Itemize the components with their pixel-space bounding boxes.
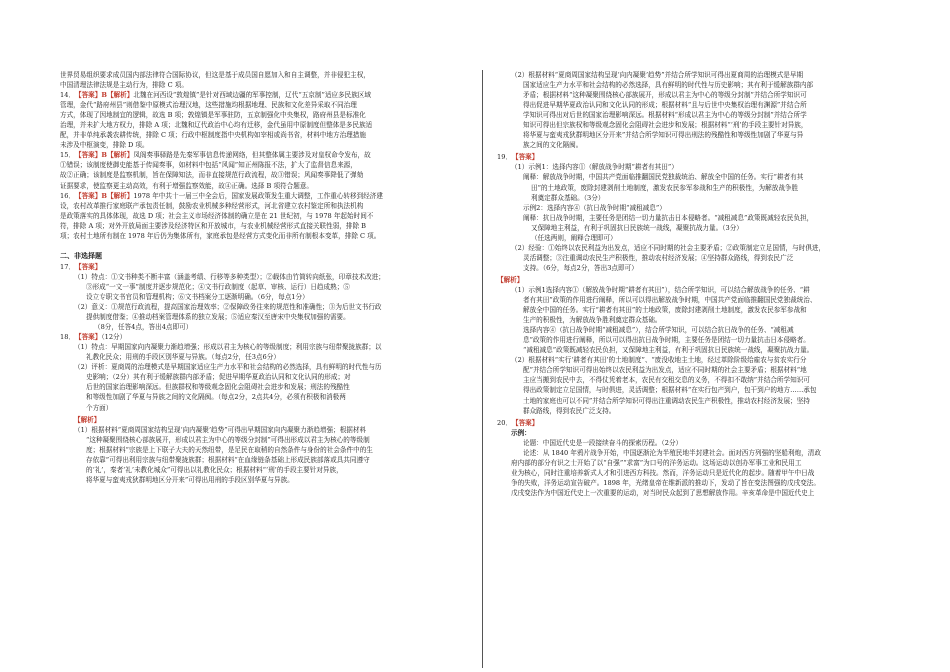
analysis-line: 群众路线，得到农民广泛支持。 <box>523 406 616 415</box>
answer-line: （1）示例1：选择内容①（解放战争时期“耕者有其田”） <box>511 163 678 172</box>
answer-line: （任选两则，阐释合理即可） <box>531 233 617 242</box>
column-divider <box>482 70 483 668</box>
analysis-line: 得出政策制定立足国情，与时俱进，灵活调整；根据材料“在实行包产到户，包干到户的地方……承包 <box>523 386 817 395</box>
answer-label: 【答案】 <box>75 333 102 342</box>
answer-line: 阐释：解放战争时期，中国共产党面临推翻国民党独裁统治、解放全中国的任务。实行“耕者有其 <box>523 173 804 182</box>
answer-line: （2）意义：①规范行政流程，提高国家治理效率；②保障政务往来的规范性和准确性；③为后世文书行政 <box>74 303 382 312</box>
analysis-line: 的‘礼’，秦者‘礼’未教化城众”可得出以礼教化民众；根据材料“‘刑’的手段主要针对异族， <box>86 465 343 474</box>
answer-line: 史影响；（2分）其有利于缓解族群内部矛盾；促进早期华夏政治认同和文化认同的形成；对 <box>86 373 351 382</box>
answer-label: 【答案】 <box>512 418 539 427</box>
answer-line: 个方面） <box>86 403 113 412</box>
answer-label: 【答案】B <box>75 91 107 100</box>
question-number: 18． <box>60 333 75 342</box>
analysis-line: 解放全中国的任务。实行“耕者有其田”的土地政策，废除封建剥削土地制度，激发农民参军参战和 <box>523 306 807 315</box>
analysis-text: 北魏在河西设“敦煌镇”是针对西域边疆的军事控制，辽代“五京制”适应多民族区域 <box>133 91 371 100</box>
analysis-line: 息”政策的作用进行阐释，所以可以得出抗日战争时期，主要任务是团结一切力量抗击日本侵略者。 <box>523 336 810 345</box>
analysis-line: 项；农村土地所有制在 1978 年后仍为集体所有，家庭承包是经营方式变化而非所有制根本变革，排除 C 项。 <box>60 231 381 240</box>
answer-q19 <box>497 152 911 415</box>
analysis-label: 【解析】 <box>106 91 134 100</box>
answer-q15 <box>60 150 468 190</box>
analysis-line: 主应当搬到农民中去，不得仗凭着老本，农民有交租交息的义务，不得扣不敢纳”并结合所学知识可 <box>523 376 810 385</box>
example-label: 示例： <box>511 428 531 437</box>
answer-line: 灵活调整；③注重调动农民生产积极性，推动农村经济发展；④坚持群众路线，得到农民广泛 <box>523 253 794 262</box>
analysis-line: 配，并非单纯承袭农耕传统，排除 C 项；行政中枢制度指中央机构如宰相或尚书省，材料中地方治理措施 <box>60 131 366 140</box>
analysis-line: 证据要求，使监察更主动高效，有利于增强监察效能，故④正确。选择 B 项符合题意。 <box>60 181 314 190</box>
analysis-line: （2）根据材料“实行‘耕者有其田’的土地制度”、“废没收地主土地，经过革除阶级给雇农与贫农实行分 <box>511 356 807 365</box>
answer-line: 又保障地主利益，有利于巩固抗日民族统一战线，凝聚抗战力量。（3分） <box>531 223 743 232</box>
answer-line: （2）经验：①始终以农民利益为出发点，适应不同时期的社会主要矛盾；②政策制定立足国情，与时俱进， <box>511 243 826 252</box>
analysis-line: 设，农村改革推行家庭联产承包责任制，鼓励农业机械多种经营形式，河北省建立农村鉴定所和执法机构 <box>60 201 364 210</box>
analysis-line: 度；根据材料“宗族是上下联子大夫的天然纽带，是足民在取稍的自然条件与身份的社会条件中的生 <box>86 445 373 454</box>
question-number: 14． <box>60 91 75 100</box>
analysis-line: 学知识可得出对后世的国家治理影响深远。根据材料“形成以君主为中心的等级分封制”并结合所学 <box>523 111 807 120</box>
analysis-line: 选择内容④（抗日战争时期“减租减息”），结合所学知识，可以结合抗日战争的任务、“减租减 <box>523 326 794 335</box>
q18-analysis-continued <box>497 70 911 150</box>
analysis-label: 【解析】 <box>106 191 134 200</box>
analysis-line: （2）根据材料“夏商周国家结构呈现‘向内凝聚’趋势”并结合所学知识可得出夏商周的治理模式是早期 <box>511 71 804 79</box>
answer-q17 <box>60 262 468 332</box>
analysis-line: 土地的家庭也可以不同”并结合所学知识可得出注重调动农民生产积极性，推动农村经济发展；坚持 <box>523 396 810 405</box>
analysis-label: 【解析】 <box>74 415 101 424</box>
analysis-line: （1）示例1选择内容①（解放战争时期“耕者有其田”），结合所学知识，可以结合解放战争的任务、“耕 <box>511 285 810 294</box>
analysis-line: 存依靠”可得出利用宗族与纽带聚拢族群；根据材料“在血缘链条基础上形成民族部落或具共同遵守 <box>86 455 370 464</box>
answer-line: 礼教化民众；用刑的手段区别华夏与异族。（每点2分，任3点6分） <box>86 353 280 362</box>
answer-line: 提供制度借鉴；④推动档案管理体系的独立发展；⑤适应秦汉至唐宋中央集权加强的需要。 <box>86 313 350 322</box>
answer-line: 后世的国家治理影响深远。但族群权和等级观念固化会阻碍社会进步和发展；刑法的残酷性 <box>86 383 350 392</box>
question-number: 19． <box>497 153 512 162</box>
left-column <box>60 70 468 485</box>
analysis-line: 管理，金代“路府州县”则借鉴中原模式治理汉地，这些措施均根据地理、民族和文化差异采取不同治理 <box>60 101 357 110</box>
question-number: 20． <box>497 418 512 427</box>
analysis-line: ①错误；该制度使御史能基于传闻奏事，如材料中包括“风闻”知正州陈报不法，扩大了监督信息来源， <box>60 161 357 170</box>
answer-line: 利奠定群众基础。（3分） <box>531 193 605 202</box>
answer-line: 阐释：抗日战争时期，主要任务是团结一切力量抗击日本侵略者。“减租减息”政策既减轻农民负担， <box>523 213 814 222</box>
answer-label: 【答案】B <box>75 191 107 200</box>
analysis-line: 知识可得出但宗族权和等级观念固化会阻碍社会进步和发展；根据材料“‘刑’的手段主要针对异族， <box>523 121 808 130</box>
analysis-line: 矛盾；根据材料“这种凝聚围绕核心部族展开，形成以君主为中心的等级分封制”并结合所学知识可 <box>523 91 807 100</box>
answer-line: 设立专职文书官员和管理机构；⑥文书档案分工逐渐明确。（6分，每点1分） <box>86 292 309 301</box>
analysis-label: 【解析】 <box>106 151 134 160</box>
answer-line: 示例2：选择内容④（抗日战争时期“减租减息”） <box>523 203 666 212</box>
answer-label: 【答案】 <box>512 153 539 162</box>
analysis-line: 配”并结合所学知识可得出始终以农民利益为出发点，适应不同时期的社会主要矛盾；根据材料“地 <box>523 366 807 375</box>
analysis-text: 凤阁奏事驿路是先秦军事信息传递网络，但其整体属主要涉及对皇权命令发布，故 <box>133 151 371 160</box>
analysis-line: 是政策落实的具体体现，故选 D 项；社会主义市场经济体制的确立是在 21 世纪初，与 1978 年起始时间不 <box>60 211 374 220</box>
answer-line: 田”的土地政策，废除封建剥削土地制度，激发农民参军参战和生产的积极性，为解放战争胜 <box>531 183 799 192</box>
intro-line: 中国清理法律法规是主动行为，排除 C 项。 <box>60 81 188 90</box>
answer-label: 【答案】B <box>75 151 107 160</box>
answer-label: 【答案】 <box>75 262 102 271</box>
intro-line: 世界贸易组织要求成员国内部法律符合国际协议，但这是基于成员国自愿加入和自主调整，并非侵犯主权， <box>60 71 370 79</box>
analysis-text: 1978 年中共十一届三中全会后，国家发展政策发生重大调整，工作重心转移到经济建 <box>133 191 383 200</box>
analysis-line: “减租减息”政策既减轻农民负担，又保障地主利益，有利于巩固抗日民族统一战线，凝聚抗战力量。 <box>523 346 814 355</box>
answer-line: 论述：从 1840 年鸦片战争开始，中国逐渐沦为半殖民地半封建社会。面对西方列强的坚船利炮，清政 <box>523 448 821 457</box>
answer-line: ③形成“一文一事”制度并逐步规范化；④文书行政制度（起草、审核、运行）日趋成熟；⑤ <box>86 282 350 291</box>
answer-q18 <box>60 332 468 485</box>
analysis-line: 族之间的文化隔阂。 <box>523 141 583 150</box>
answer-q16 <box>60 191 468 241</box>
question-number: 15． <box>60 151 75 160</box>
question-number: 16． <box>60 191 75 200</box>
analysis-line: （1）根据材料“夏商周国家结构呈现‘向内凝聚’趋势”可得出早期国家向内凝聚力渐趋增强；根据材料 <box>74 425 367 434</box>
analysis-line: 故②正确；该制度是监察机制，旨在保障知法，而非直接规范行政流程，故③错误；风闻奏事降低了弹劾 <box>60 171 364 180</box>
analysis-label: 【解析】 <box>497 275 524 284</box>
analysis-line: 生产的积极性，为解放战争胜利奠定群众基础。 <box>523 316 662 325</box>
analysis-line: 将华夏与蛮夷戎狄群明地区分开来”可得出用刑的手段区别华夏与异族。 <box>86 475 294 484</box>
analysis-line: “这种凝聚围绕核心部族展开，形成以君主为中心的等级分封制”可得出形成以君主为核心的等级制 <box>86 435 370 444</box>
right-column <box>497 70 911 498</box>
analysis-line: 国家适应生产力水平和社会结构的必然选择，具有鲜明的时代性与历史影响；其有利于缓解族群内部 <box>523 81 814 90</box>
answer-line: （8分，任答4点，答出4点即可） <box>94 323 193 332</box>
answer-q14 <box>60 90 468 150</box>
answer-q20 <box>497 418 911 498</box>
answer-line: 和等级性加剧了华夏与异族之间的文化隔阂。（每点2分，2点共4分，必须有积极和消极两 <box>86 393 346 402</box>
analysis-line: 方式，体现了因地制宜的逻辑，故选 B 项；敦煌镇是军事驻防，五京制强化中央集权，路府州县是标准化 <box>60 111 366 120</box>
answer-line: 戊戌变法作为中国近代史上一次重要的运动，对当时民众起到了思想解放作用。辛亥革命是中国近代史上 <box>511 488 815 497</box>
answer-line: 支持。（6分，每点2分，答出3点即可） <box>523 263 638 272</box>
analysis-line: 治理，并未扩大地方权力，排除 A 项；北魏和辽代政治中心均有迁移，金代虽用中原制度但整体是多民族适 <box>60 121 373 130</box>
section-heading: 二、非选择题 <box>60 250 102 260</box>
answer-line: （1）特点：早期国家向内凝聚力渐趋增强；形成以君主为核心的等级制度；利用宗族与纽带聚拢族群；以 <box>74 343 382 352</box>
score-note: （12分） <box>101 333 127 342</box>
answer-line: 争的失败，洋务运动宣告破产。1898 年，光绪皇帝在维新派的推动下，发动了旨在变法图强的戊戌变法。 <box>511 478 820 487</box>
answer-line: 业为核心，同时注重培养新式人才和引进西方科技。然而，洋务运动只是近代化的起步。随着甲午中日战 <box>511 468 815 477</box>
analysis-line: 者有其田”政策的作用进行阐释，所以可以得出解放战争时期，中国共产党面临推翻国民党独裁统治、 <box>523 296 817 305</box>
analysis-line: 未涉及中枢演变，排除 D 项。 <box>60 141 149 150</box>
analysis-line: 得出促进早期华夏政治认同和文化认同的形成；根据材料“且与后世中央集权治理有渊源”并结合所 <box>523 101 807 110</box>
question-number: 17． <box>60 262 75 271</box>
analysis-line: 将华夏与蛮夷戎狄群明地区分开来”并结合所学知识可得出刑法的残酷性和等级性加剧了华夏与异 <box>523 131 804 140</box>
analysis-line: 符，排除 A 项；对外开放局面主要涉及经济特区和开放城市，与农业机械经营形式直接关联性弱，排除 B <box>60 221 367 230</box>
answer-line: 府内部的部分有识之士开始了以“自强”“求富”为口号的洋务运动。这场运动以创办军事工业和民用工 <box>511 458 802 467</box>
answer-line: （1）特点：①文书种类不断丰富（涵盖考绩、行移等多种类型）；②载体由竹简转向纸张，印章技术改进； <box>74 272 385 281</box>
answer-line: 论题：中国近代史是一段接续奋斗的探索历程。（2分） <box>523 438 683 447</box>
answer-line: （2）评析：夏商周的治理模式是早期国家适应生产力水平和社会结构的必然选择，具有鲜明的时代性与历 <box>74 363 382 372</box>
